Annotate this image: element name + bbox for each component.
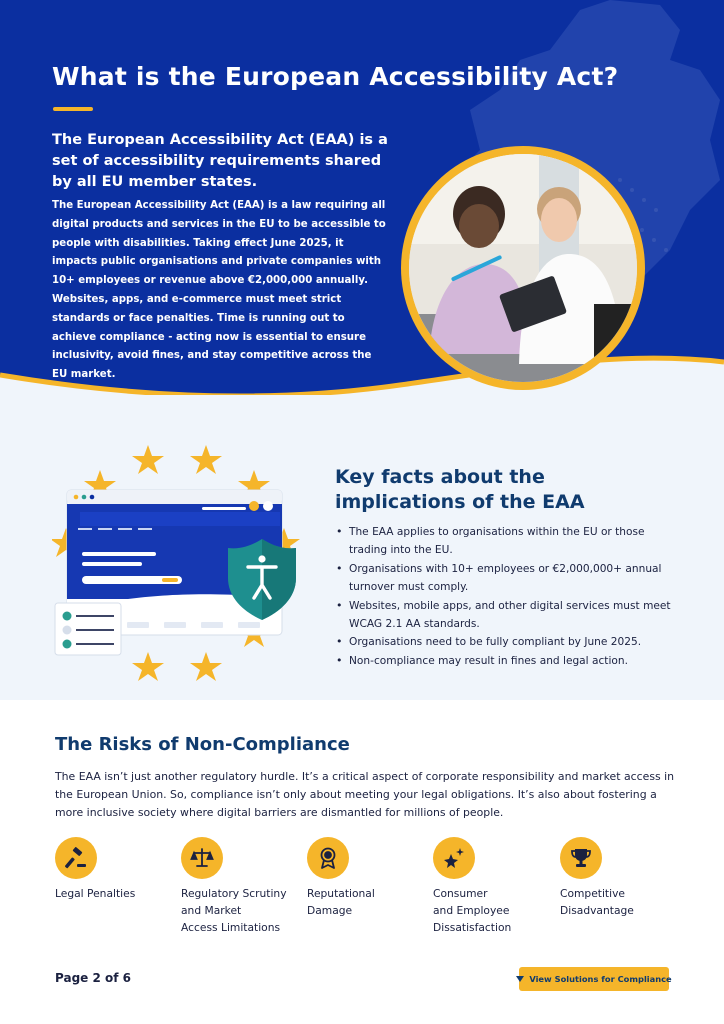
risk-label: Legal Penalties — [55, 887, 136, 900]
risk-dissatisfaction — [433, 837, 553, 936]
trophy-icon — [569, 846, 593, 870]
triangle-down-icon — [516, 976, 524, 982]
key-facts-title: Key facts about the implications of the EAA — [335, 466, 585, 513]
list-item: • Organisations with 10+ employees or €2,000,000+ annual turnover must comply. — [335, 560, 675, 597]
list-item: • Non-compliance may result in fines and legal action. — [335, 652, 675, 670]
risk-label: Reputational Damage — [307, 887, 375, 917]
risk-legal-penalties — [55, 837, 175, 902]
risk-competitive-disadvantage — [560, 837, 680, 919]
list-item: • The EAA applies to organisations within the EU or those trading into the EU. — [335, 523, 675, 560]
list-item: • Websites, mobile apps, and other digital services must meet WCAG 2.1 AA standards. — [335, 597, 675, 634]
accessibility-illustration — [52, 440, 302, 685]
title-underline — [53, 107, 93, 111]
risk-label: Consumer and Employee Dissatisfaction — [433, 887, 512, 934]
page-title: What is the European Accessibility Act? — [52, 62, 619, 91]
risks-title: The Risks of Non-Compliance — [55, 734, 350, 755]
award-ribbon-icon — [316, 846, 340, 870]
list-item: • Organisations need to be fully compliant by June 2025. — [335, 633, 675, 651]
hero-body: The European Accessibility Act (EAA) is a law requiring all digital products and services in the EU to be accessible to people with disabilities. Taking effect June 2025, it impacts public organisations and private companies with 10+ employees or revenue above €2,000,000 annually. Websites, apps, and e-commerce must meet strict standards or face penalties. Time is running out to achieve compliance - acting now is essential to ensure inclusivity, avoid fines, and stay competitive across the EU market. — [52, 200, 386, 381]
key-facts-list — [335, 523, 675, 670]
risk-label: Regulatory Scrutiny and Market Access Limitations — [181, 887, 287, 934]
risk-regulatory-scrutiny — [181, 837, 301, 936]
scales-icon — [190, 846, 214, 870]
risk-label: Competitive Disadvantage — [560, 887, 634, 917]
sparkle-stars-icon — [442, 846, 466, 870]
gavel-icon — [64, 846, 88, 870]
team-photo — [409, 154, 637, 382]
risks-body: The EAA isn’t just another regulatory hurdle. It’s a critical aspect of corporate responsibility and market access in the European Union. So, compliance isn’t only about meeting your legal obligations. It’s also about fostering a more inclusive society where digital barriers are dismantled for millions of people. — [55, 770, 675, 819]
view-solutions-label: View Solutions for Compliance — [529, 974, 672, 984]
view-solutions-button[interactable] — [519, 967, 672, 991]
hero-lead: The European Accessibility Act (EAA) is a set of accessibility requirements shared by all EU member states. — [52, 132, 388, 190]
page-number: Page 2 of 6 — [55, 971, 131, 985]
risk-reputational-damage — [307, 837, 427, 919]
